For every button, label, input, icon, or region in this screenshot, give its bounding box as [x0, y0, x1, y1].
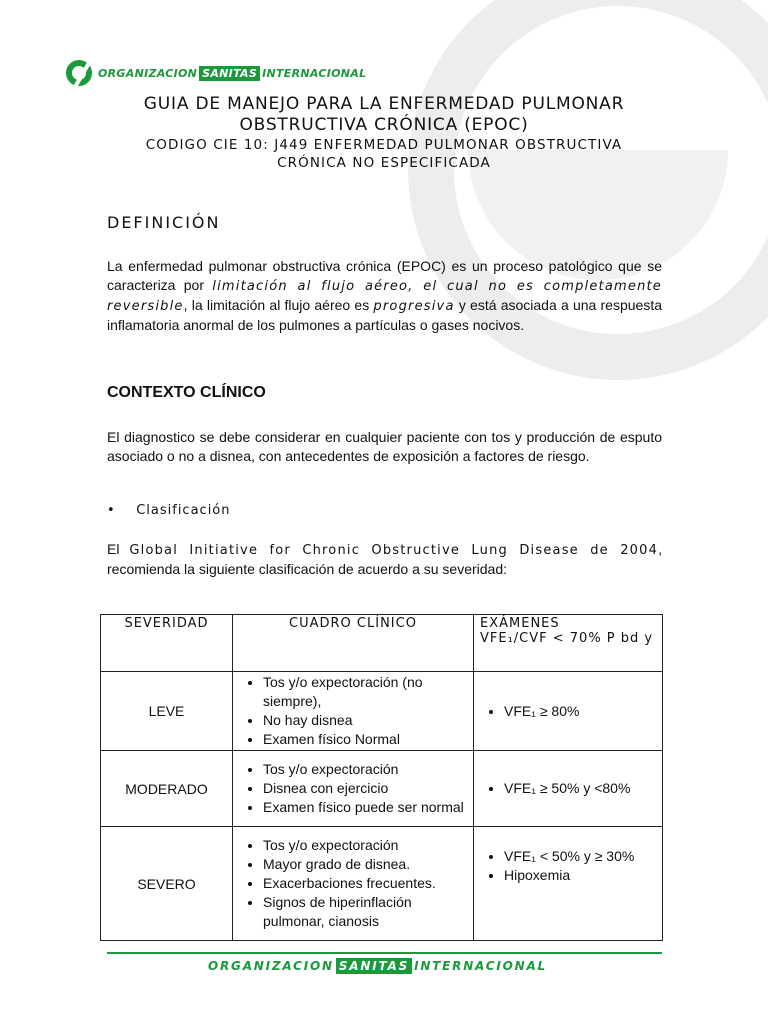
list-item: • Hipoxemia — [504, 866, 656, 885]
list-item: • Signos de hiperinflación pulmonar, cianosis — [263, 893, 467, 931]
list-item: • Mayor grado de disnea. — [263, 855, 467, 874]
list-item: • Disnea con ejercicio — [263, 779, 467, 798]
contexto-heading: CONTEXTO CLÍNICO — [107, 384, 266, 401]
severity-table — [100, 614, 663, 941]
list-item: • Exacerbaciones frecuentes. — [263, 874, 467, 893]
examen-cell — [474, 672, 663, 751]
def-text-c: , la limitación al flujo aéreo es — [183, 297, 374, 313]
contexto-paragraph: El diagnostico se debe considerar en cualquier paciente con tos y producción de esputo asociado o no a disnea, con antecedentes de exposición a factores de riesgo. — [107, 429, 662, 464]
code-line-2: CRÓNICA NO ESPECIFICADA — [277, 155, 491, 171]
footer-org-pre: ORGANIZACION — [208, 959, 334, 973]
code-line-1: CODIGO CIE 10: J449 ENFERMEDAD PULMONAR OBSTRUCTIVA — [145, 137, 623, 153]
gold-paragraph — [107, 540, 662, 579]
definicion-paragraph — [107, 257, 662, 335]
title-line-2: OBSTRUCTIVA CRÓNICA (EPOC) — [239, 115, 529, 135]
org-name-post: INTERNACIONAL — [262, 66, 367, 80]
bullet-label: Clasificación — [136, 503, 231, 518]
severity-cell: MODERADO — [101, 751, 233, 827]
table-header-row — [101, 615, 663, 672]
footer-org-name — [208, 958, 547, 974]
def-text-e: y está asociada a una respuesta inflamatoria anormal de los pulmones a partículas o gases nocivos. — [107, 297, 663, 333]
clasificacion-bullet — [107, 503, 231, 518]
list-item: • Examen físico puede ser normal — [263, 798, 467, 817]
bullet-icon: • — [107, 503, 137, 518]
header-examenes-sub: VFE₁/CVF < 70% P bd y — [480, 631, 654, 646]
list-item: • Examen físico Normal — [263, 730, 467, 749]
examen-cell — [474, 827, 663, 941]
cuadro-cell — [233, 827, 474, 941]
header-severidad: SEVERIDAD — [101, 615, 233, 672]
list-item: • VFE₁ ≥ 80% — [504, 702, 656, 721]
def-text-d: progresiva — [373, 299, 455, 314]
footer-divider — [107, 952, 662, 954]
list-item: • No hay disnea — [263, 711, 467, 730]
gold-text-b: Global Initiative for Chronic Obstructive Lung Disease de 2004 — [129, 543, 659, 558]
list-item: • Tos y/o expectoración — [263, 836, 467, 855]
severity-cell: SEVERO — [101, 827, 233, 941]
table-row — [101, 827, 663, 941]
document-code — [100, 136, 668, 172]
examen-cell — [474, 751, 663, 827]
list-item: • VFE₁ ≥ 50% y <80% — [504, 779, 656, 798]
footer-org-mid: SANITAS — [336, 958, 412, 974]
org-name-pre: ORGANIZACION — [98, 66, 198, 80]
definicion-heading: DEFINICIÓN — [107, 213, 221, 232]
table-row — [101, 672, 663, 751]
def-text-b: limitación al flujo aéreo, el cual no es completamente reversible — [107, 279, 663, 314]
table-row — [101, 751, 663, 827]
footer-org-post: INTERNACIONAL — [414, 959, 548, 973]
sanitas-logo-icon — [66, 60, 92, 86]
cuadro-cell — [233, 751, 474, 827]
org-name-mid: SANITAS — [199, 66, 260, 81]
header-logo — [66, 60, 366, 86]
list-item: • VFE₁ < 50% y ≥ 30% — [504, 847, 656, 866]
header-cuadro: CUADRO CLÍNICO — [233, 615, 474, 672]
header-examenes — [474, 615, 663, 672]
footer-brand — [208, 958, 547, 974]
def-text-a: La enfermedad pulmonar obstructiva crónica (EPOC) es un proceso patológico que se caracteriza por — [107, 258, 662, 293]
org-name — [98, 66, 366, 81]
gold-text-a: El — [107, 541, 130, 557]
header-examenes-title: EXÁMENES — [480, 616, 560, 631]
list-item: • Tos y/o expectoración — [263, 760, 467, 779]
document-title — [100, 94, 668, 136]
list-item: • Tos y/o expectoración (no siempre), — [263, 673, 467, 711]
title-line-1: GUIA DE MANEJO PARA LA ENFERMEDAD PULMONAR — [143, 94, 625, 114]
severity-cell: LEVE — [101, 672, 233, 751]
gold-text-c: , recomienda la siguiente clasificación de acuerdo a su severidad: — [107, 541, 662, 577]
cuadro-cell — [233, 672, 474, 751]
